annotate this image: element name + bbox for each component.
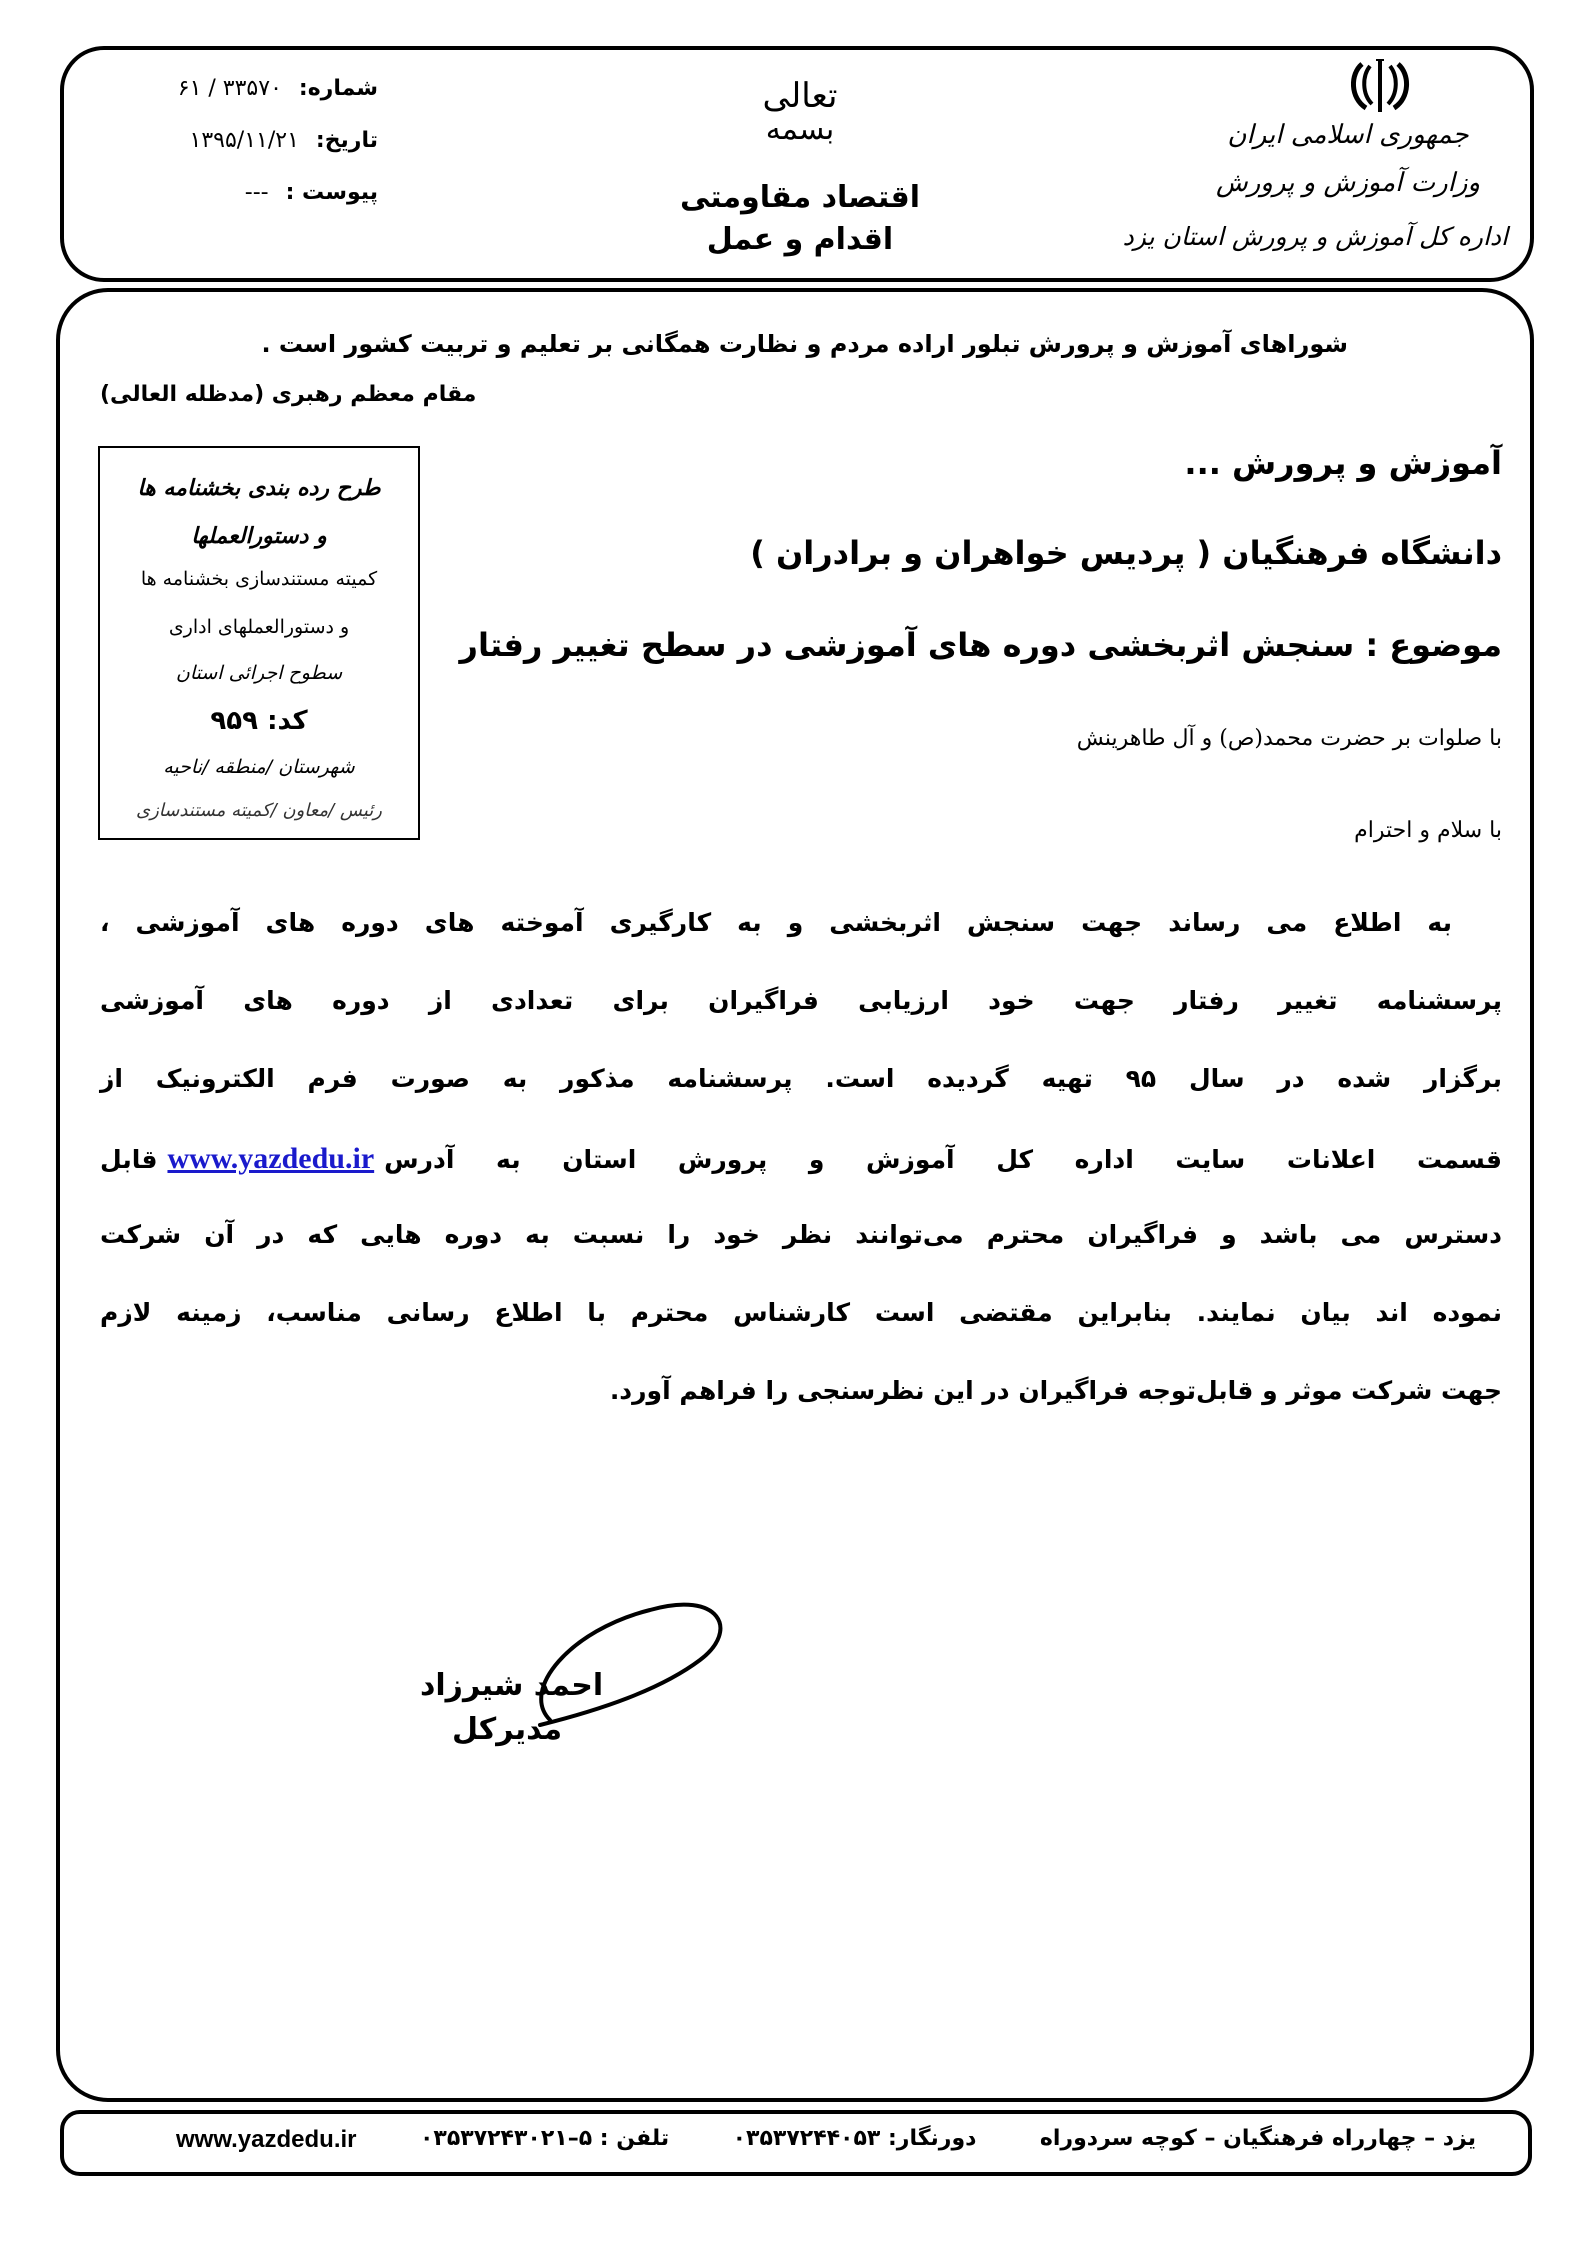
gov-line-ministry: وزارت آموزش و پرورش xyxy=(1215,168,1481,198)
basmala-line2: بسمه xyxy=(765,112,835,147)
letter-date xyxy=(190,128,378,153)
letter-attachment-label: پیوست : xyxy=(285,180,378,205)
classification-stamp xyxy=(98,446,420,840)
stamp-line3: کمیته مستندسازی بخشنامه ها xyxy=(140,568,378,590)
addressee-line2: دانشگاه فرهنگیان ( پردیس خواهران و برادران ) xyxy=(750,534,1502,572)
motto-line2: اقدام و عمل xyxy=(706,222,894,257)
salutation-line1: با صلوات بر حضرت محمد(ص) و آل طاهرینش xyxy=(1076,726,1502,751)
letter-number-label: شماره: xyxy=(298,76,378,101)
footer-address: یزد – چهارراه فرهنگیان – کوچه سردوراه xyxy=(1039,2126,1476,2151)
signatory-name: احمد شیرزاد xyxy=(420,1668,604,1703)
stamp-title-line2: و دستورالعملها xyxy=(191,524,327,549)
basmala-line1: تعالی xyxy=(762,76,838,116)
letter-subject: موضوع : سنجش اثربخشی دوره های آموزشی در سطح تغییر رفتار xyxy=(459,626,1502,664)
motto-line1: اقتصاد مقاومتی xyxy=(679,180,921,215)
body-line-part: قابل xyxy=(100,1145,158,1174)
footer-contact xyxy=(176,2126,1476,2154)
stamp-code xyxy=(100,706,418,736)
basmala-calligraphy xyxy=(700,76,900,150)
body-line-with-link xyxy=(100,1142,1502,1176)
stamp-title-line1: طرح رده بندی بخشنامه ها xyxy=(137,476,381,501)
stamp-line5: سطوح اجرائی استان xyxy=(175,662,343,684)
gov-line-province-office: اداره کل آموزش و پرورش استان یزد xyxy=(1122,222,1508,251)
letter-attachment-value: --- xyxy=(244,180,269,205)
leader-quote-author: مقام معظم رهبری (مدظله العالی) xyxy=(100,382,477,407)
website-link[interactable]: www.yazdedu.ir xyxy=(167,1142,375,1175)
stamp-code-label: کد: xyxy=(267,706,308,736)
salutation-line2: با سلام و احترام xyxy=(1354,818,1502,843)
iran-emblem-icon xyxy=(1340,56,1420,116)
body-line: دسترس می باشد و فراگیران محترم می‌توانند نظر خود را نسبت به دوره هایی که در آن شرکت xyxy=(100,1220,1502,1249)
stamp-code-value: ۹۵۹ xyxy=(210,706,258,736)
body-line: جهت شرکت موثر و قابل‌توجه فراگیران در این نظرسنجی را فراهم آورد. xyxy=(609,1376,1502,1405)
body-line: به اطلاع می رساند جهت سنجش اثربخشی و به کارگیری آموخته های دوره های آموزشی ، xyxy=(100,908,1452,937)
footer-phone: تلفن : ۵–۰۳۵۳۷۲۴۳۰۲۱ xyxy=(419,2126,670,2151)
footer-website[interactable]: www.yazdedu.ir xyxy=(176,2126,357,2153)
body-line-part: قسمت اعلانات سایت اداره کل آموزش و پرورش استان به آدرس xyxy=(384,1145,1502,1174)
leader-quote: شوراهای آموزش و پرورش تبلور اراده مردم و نظارت همگانی بر تعلیم و تربیت کشور است . xyxy=(261,330,1348,358)
stamp-line4: و دستورالعملهای اداری xyxy=(168,616,350,638)
letter-date-label: تاریخ: xyxy=(315,128,378,153)
footer-fax: دورنگار: ۰۳۵۳۷۲۴۴۰۵۳ xyxy=(732,2126,977,2151)
body-line: پرسشنامه تغییر رفتار جهت خود ارزیابی فراگیران برای تعدادی از دوره های آموزشی xyxy=(100,986,1502,1015)
body-line: نموده اند بیان نمایند. بنابراین مقتضی است کارشناس محترم با اطلاع رسانی مناسب، زمینه لازم xyxy=(100,1298,1502,1327)
addressee-line1: آموزش و پرورش ... xyxy=(1184,444,1502,482)
letter-attachment xyxy=(245,180,378,205)
letter-number xyxy=(178,76,378,101)
letter-number-value: ۳۳۵۷۰ / ۶۱ xyxy=(177,76,282,101)
letter-date-value: ۱۳۹۵/۱۱/۲۱ xyxy=(189,128,299,153)
body-line: برگزار شده در سال ۹۵ تهیه گردیده است. پرسشنامه مذکور به صورت فرم الکترونیک از xyxy=(100,1064,1502,1093)
stamp-line7: رئیس /معاون /کمیته مستندسازی xyxy=(136,800,382,821)
stamp-line6: شهرستان /منطقه /ناحیه xyxy=(163,756,355,778)
gov-line-republic: جمهوری اسلامی ایران xyxy=(1227,120,1469,150)
signatory-title: مدیرکل xyxy=(452,1712,563,1747)
